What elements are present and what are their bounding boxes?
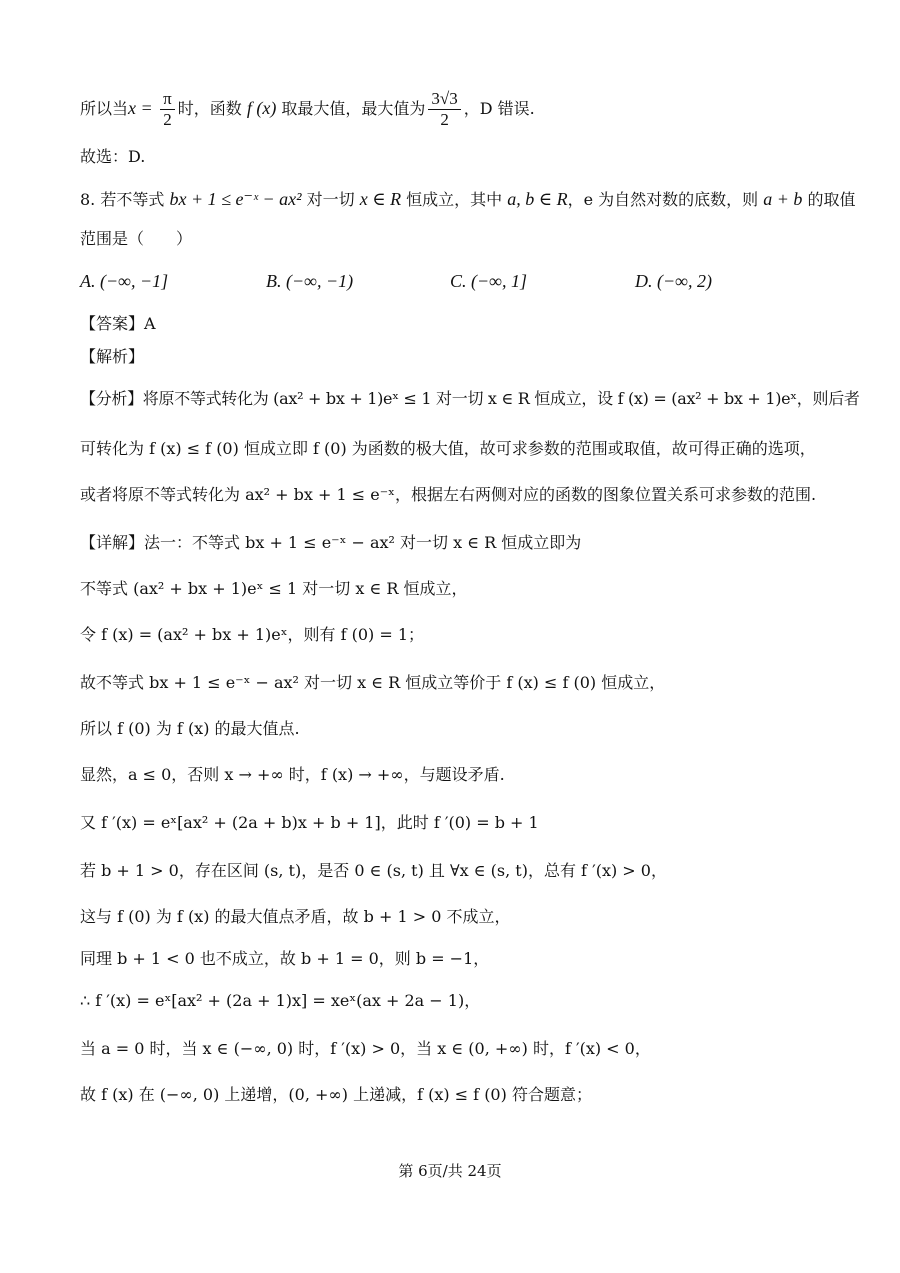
detail-line-2: 不等式 (ax² + bx + 1)eˣ ≤ 1 对一切 x ∈ R 恒成立， — [80, 579, 468, 598]
page-footer: 第 6页/共 24页 — [398, 1162, 502, 1180]
text: 的取值 — [802, 190, 856, 209]
math-fx: f (x) — [246, 98, 277, 118]
text: 所以当 — [80, 99, 129, 118]
detail-line-10: 同理 b + 1 < 0 也不成立，故 b + 1 = 0，则 b = −1， — [80, 949, 490, 968]
detail-line-9: 这与 f (0) 为 f (x) 的最大值点矛盾，故 b + 1 > 0 不成立， — [80, 907, 511, 926]
question-8-line-1 — [80, 188, 856, 211]
math-x: x = — [128, 98, 158, 118]
math-sum: a + b — [763, 189, 803, 209]
analysis-heading: 【解析】 — [80, 347, 145, 366]
option-c: C. (−∞, 1] — [450, 271, 527, 291]
text: 8. 若不等式 — [80, 190, 170, 209]
denominator: 2 — [440, 110, 449, 129]
answer: 【答案】A — [80, 314, 156, 333]
option-a: A. (−∞, −1] — [80, 271, 169, 291]
numerator: π — [160, 89, 175, 110]
text: 取最大值，最大值为 — [276, 99, 426, 118]
detail-line-13: 故 f (x) 在 (−∞, 0) 上递增，(0, +∞) 上递减，f (x) ≤ f (0) 符合题意； — [80, 1085, 592, 1104]
text: 时，函数 — [177, 99, 247, 118]
options-row — [80, 270, 830, 294]
text: ，e 为自然对数的底数，则 — [567, 190, 764, 209]
detail-line-11: ∴ f ′(x) = eˣ[ax² + (2a + 1)x] = xeˣ(ax + 2a − 1)， — [80, 991, 481, 1010]
analysis-line-3: 或者将原不等式转化为 ax² + bx + 1 ≤ e⁻ˣ，根据左右两侧对应的函数的图象位置关系可求参数的范围. — [80, 485, 817, 504]
text: ，D 错误. — [463, 99, 535, 118]
detail-line-12: 当 a = 0 时，当 x ∈ (−∞, 0) 时，f ′(x) > 0，当 x ∈ (0, +∞) 时，f ′(x) < 0， — [80, 1039, 651, 1058]
detail-line-1: 【详解】法一：不等式 bx + 1 ≤ e⁻ˣ − ax² 对一切 x ∈ R 恒成立即为 — [80, 533, 582, 552]
detail-line-4: 故不等式 bx + 1 ≤ e⁻ˣ − ax² 对一切 x ∈ R 恒成立等价于 f (x) ≤ f (0) 恒成立， — [80, 673, 666, 692]
fraction-pi-over-2 — [160, 89, 175, 130]
detail-line-8: 若 b + 1 > 0，存在区间 (s, t)，是否 0 ∈ (s, t) 且 ∀x ∈ (s, t)，总有 f ′(x) > 0， — [80, 861, 667, 880]
result-line — [80, 86, 830, 130]
fraction-max-value — [428, 89, 460, 130]
text: 对一切 — [301, 190, 360, 209]
option-d: D. (−∞, 2) — [635, 271, 712, 291]
math-x-in-r: x ∈ R — [359, 189, 402, 209]
choice-line: 故选：D. — [80, 147, 146, 166]
option-b: B. (−∞, −1) — [266, 271, 354, 291]
math-ab: a, b ∈ R — [507, 189, 568, 209]
detail-line-5: 所以 f (0) 为 f (x) 的最大值点. — [80, 719, 300, 738]
detail-line-7: 又 f ′(x) = eˣ[ax² + (2a + b)x + b + 1]，此时 f ′(0) = b + 1 — [80, 813, 539, 832]
detail-line-6: 显然，a ≤ 0，否则 x → +∞ 时，f (x) → +∞，与题设矛盾. — [80, 765, 505, 784]
analysis-line-1: 【分析】将原不等式转化为 (ax² + bx + 1)eˣ ≤ 1 对一切 x ∈ R 恒成立，设 f (x) = (ax² + bx + 1)eˣ，则后者 — [80, 389, 860, 408]
text: 恒成立，其中 — [401, 190, 508, 209]
denominator: 2 — [163, 110, 172, 129]
analysis-line-2: 可转化为 f (x) ≤ f (0) 恒成立即 f (0) 为函数的极大值，故可求参数的范围或取值，故可得正确的选项， — [80, 439, 816, 458]
detail-line-3: 令 f (x) = (ax² + bx + 1)eˣ，则有 f (0) = 1； — [80, 625, 425, 644]
question-8-line-2: 范围是（ ） — [80, 229, 193, 248]
math-ineq: bx + 1 ≤ e⁻ˣ − ax² — [169, 189, 302, 209]
numerator: 3√3 — [428, 89, 460, 110]
